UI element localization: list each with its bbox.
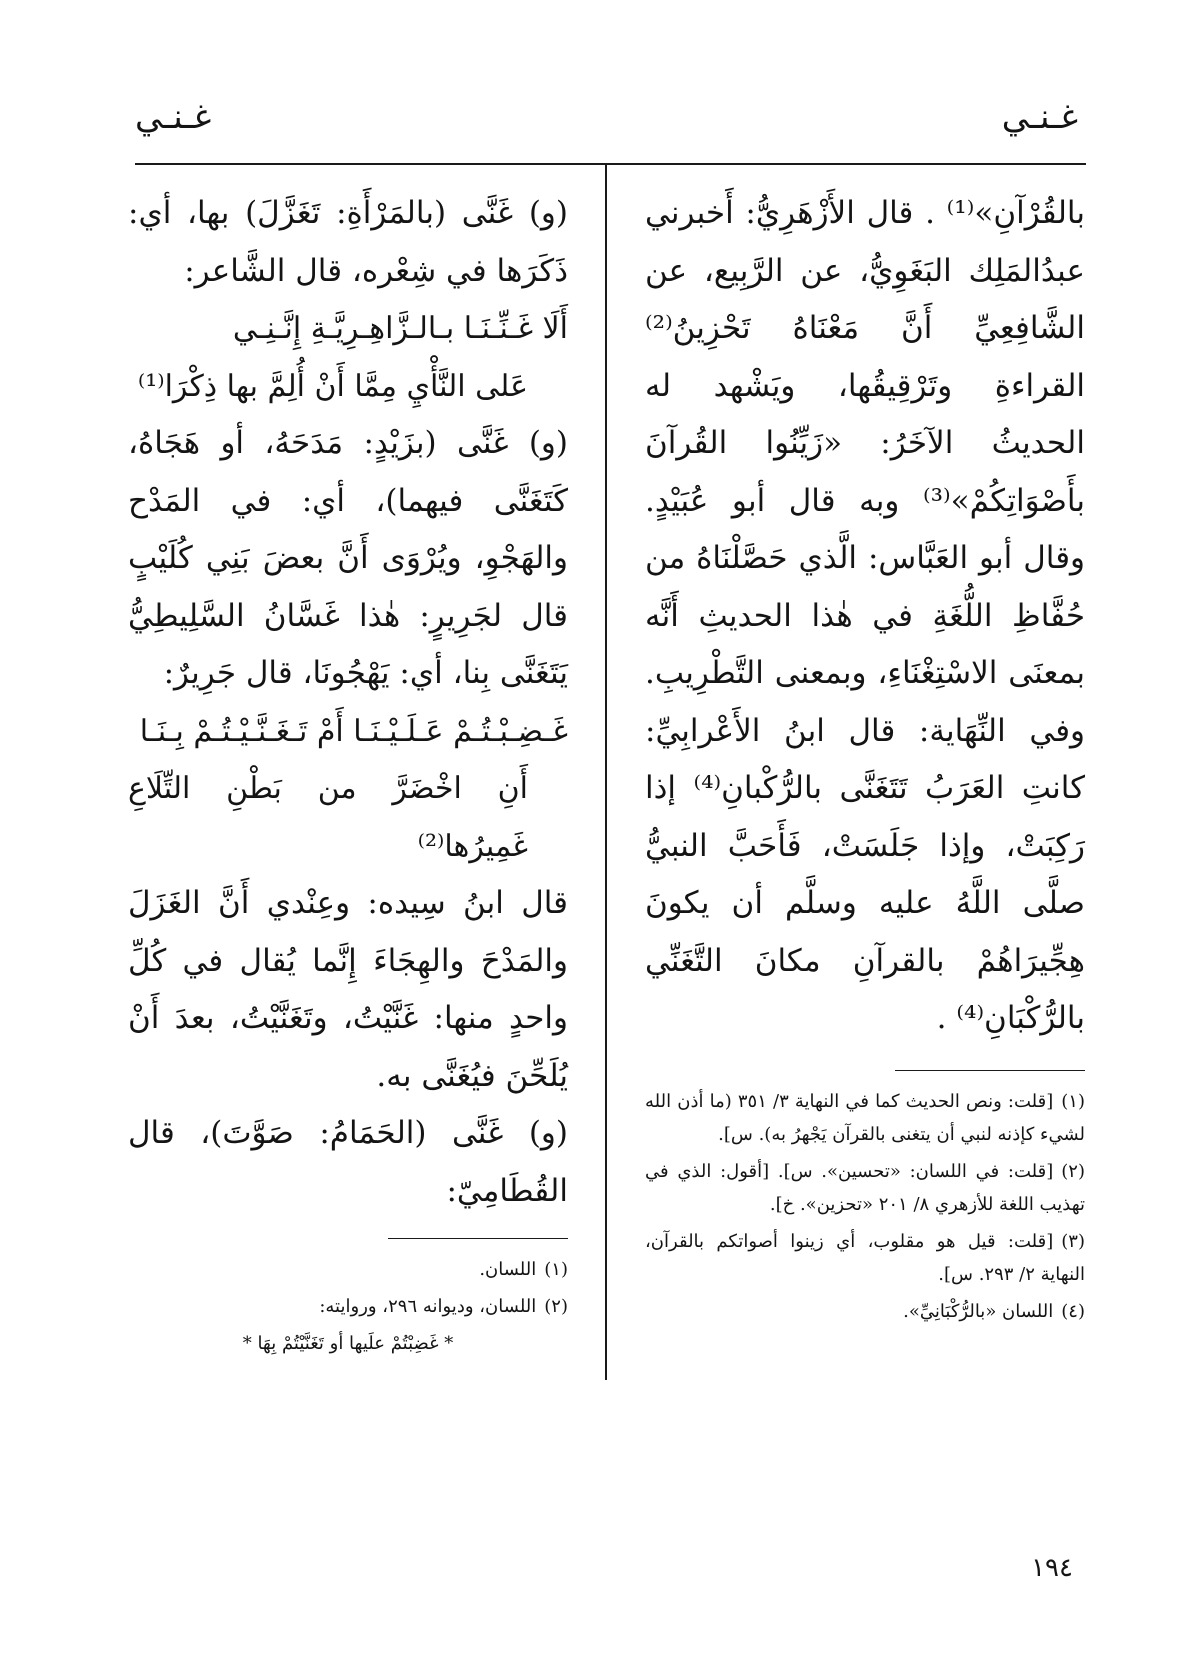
verse-hemistich: عَلى النَّأْيِ مِمَّا أَنْ أُلِمَّ بها ذِكْرَا⁽¹⁾ — [137, 368, 528, 404]
footnote-number: (١) — [1061, 1090, 1085, 1112]
footnote-number: (٢) — [544, 1296, 568, 1317]
entry-paragraph: (و) غَنَّى (بزَيْدٍ: مَدَحَهُ، أو هَجَاهُ، كَتَغَنَّى فيهما)، أي: في المَدْح والهَجْوِ، ويُرْوَى أَنَّ بعضَ بَنِي كُلَيْبٍ قال لجَرِيرٍ: هٰذا غَسَّانُ السَّلِيطِيُّ يَتَغَنَّى بِنا، أي: يَهْجُونَا، قال جَرِيرٌ: — [128, 425, 568, 691]
footnote — [645, 1225, 1085, 1291]
entry-paragraph: (و) غَنَّى (الحَمَامُ: صَوَّتَ)، قال القُطَامِيّ: — [128, 1115, 568, 1209]
left-footnote-rule — [388, 1238, 568, 1239]
right-column — [645, 185, 1085, 1332]
right-footnotes — [645, 1085, 1085, 1328]
footnote-number: (٣) — [1061, 1230, 1085, 1252]
header-rule — [135, 163, 1086, 165]
right-footnote-rule — [895, 1070, 1085, 1071]
footnote — [645, 1085, 1085, 1151]
column-divider — [605, 165, 607, 1380]
footnote-number: (٢) — [1061, 1160, 1085, 1182]
running-head-left: غـنـي — [135, 97, 212, 137]
footnote-verse: * غَضِبْتُمْ علَيها أو تَغَنَّيْتُمْ بِهَا * — [242, 1333, 454, 1354]
entry-paragraph: قال ابنُ سِيده: وعِنْدي أَنَّ الغَزَلَ والمَدْحَ والهِجَاءَ إِنَّما يُقال في كُلِّ واحدٍ منها: غَنَّيْتُ، وتَغَنَّيْتُ، بعدَ أَنْ يُلَحِّنَ فيُغَنَّى به. — [128, 885, 568, 1094]
footnote-text: اللسان، وديوانه ٢٩٦، وروايته: — [319, 1296, 537, 1317]
left-footnotes — [128, 1253, 568, 1360]
footnote — [645, 1155, 1085, 1221]
footnote — [645, 1295, 1085, 1328]
verse-hemistich: غَـضِـبْـتُـمْ عَـلَـيْـنَـا أَمْ تَـغَـنَّـيْـتُـمْ بِـنَـا — [139, 713, 568, 749]
footnote-text: [قلت: في اللسان: «تحسين». س]. [أقول: الذي في تهذيب اللغة للأزهري ٨/ ٢٠١ «تحزين». خ]. — [645, 1160, 1085, 1215]
footnote-number: (١) — [544, 1259, 568, 1280]
entry-paragraph: (و) غَنَّى (بالمَرْأَةِ: تَغَزَّلَ) بها، أي: ذَكَرَها في شِعْره، قال الشَّاعر: — [128, 195, 568, 289]
footnote-text: اللسان. — [479, 1259, 537, 1280]
footnote-text: [قلت: قيل هو مقلوب، أي زينوا أصواتكم بالقرآن، النهاية ٢/ ٢٩٣. س]. — [645, 1230, 1085, 1285]
left-column — [128, 185, 568, 1360]
page-number: ١٩٤ — [1031, 1553, 1073, 1583]
footnote — [128, 1290, 568, 1323]
footnote-text: [قلت: ونص الحديث كما في النهاية ٣/ ٣٥١ (ما أذن الله لشيء كإذنه لنبي أن يتغنى بالقرآن يَجْهرُ به). س]. — [645, 1090, 1085, 1145]
footnote-text: اللسان «بالرُّكْبَانِيِّ». — [903, 1300, 1054, 1322]
verse-hemistich: أَلَا غَـنِّـنَـا بـالـزَّاهِـرِيَّـةِ إِنَّـنِـي — [232, 311, 568, 346]
right-column-body: بالقُرْآنِ»⁽¹⁾ . قال الأَزْهَرِيُّ: أَخبرني عبدُالمَلِك البَغَوِيُّ، عن الرَّبِيع، عن الشَّافِعِيِّ أَنَّ مَعْنَاهُ تَحْزِينُ⁽²⁾ القراءةِ وتَرْقِيقُها، ويَشْهد له الحديثُ الآخَرُ: «زَيِّنُوا القُرآنَ بأَصْوَاتِكُمْ»⁽³⁾ وبه قال أبو عُبَيْدٍ. وقال أبو العَبَّاس: الَّذي حَصَّلْنَاهُ من حُفَّاظِ اللُّغَةِ في هٰذا الحديثِ أَنَّه بمعنَى الاسْتِغْنَاءِ، وبمعنى التَّطْرِيبِ. وفي النِّهَاية: قال ابنُ الأَعْرابِيِّ: كانتِ العَرَبُ تَتَغَنَّى بالرُّكْبانِ⁽⁴⁾ إذا رَكِبَتْ، وإذا جَلَسَتْ، فَأَحَبَّ النبيُّ صلَّى اللَّهُ عليه وسلَّم أن يكونَ هِجِّيرَاهُمْ بالقرآنِ مكانَ التَّغَنِّي بالرُّكْبَانِ⁽⁴⁾ . — [645, 195, 1086, 1036]
verse-hemistich: أَنِ اخْضَرَّ من بَطْنِ التِّلَاعِ غَمِيرُها⁽²⁾ — [128, 771, 528, 864]
footnote — [128, 1253, 568, 1286]
running-head-right: غـنـي — [1001, 97, 1078, 137]
footnote-number: (٤) — [1061, 1300, 1085, 1322]
